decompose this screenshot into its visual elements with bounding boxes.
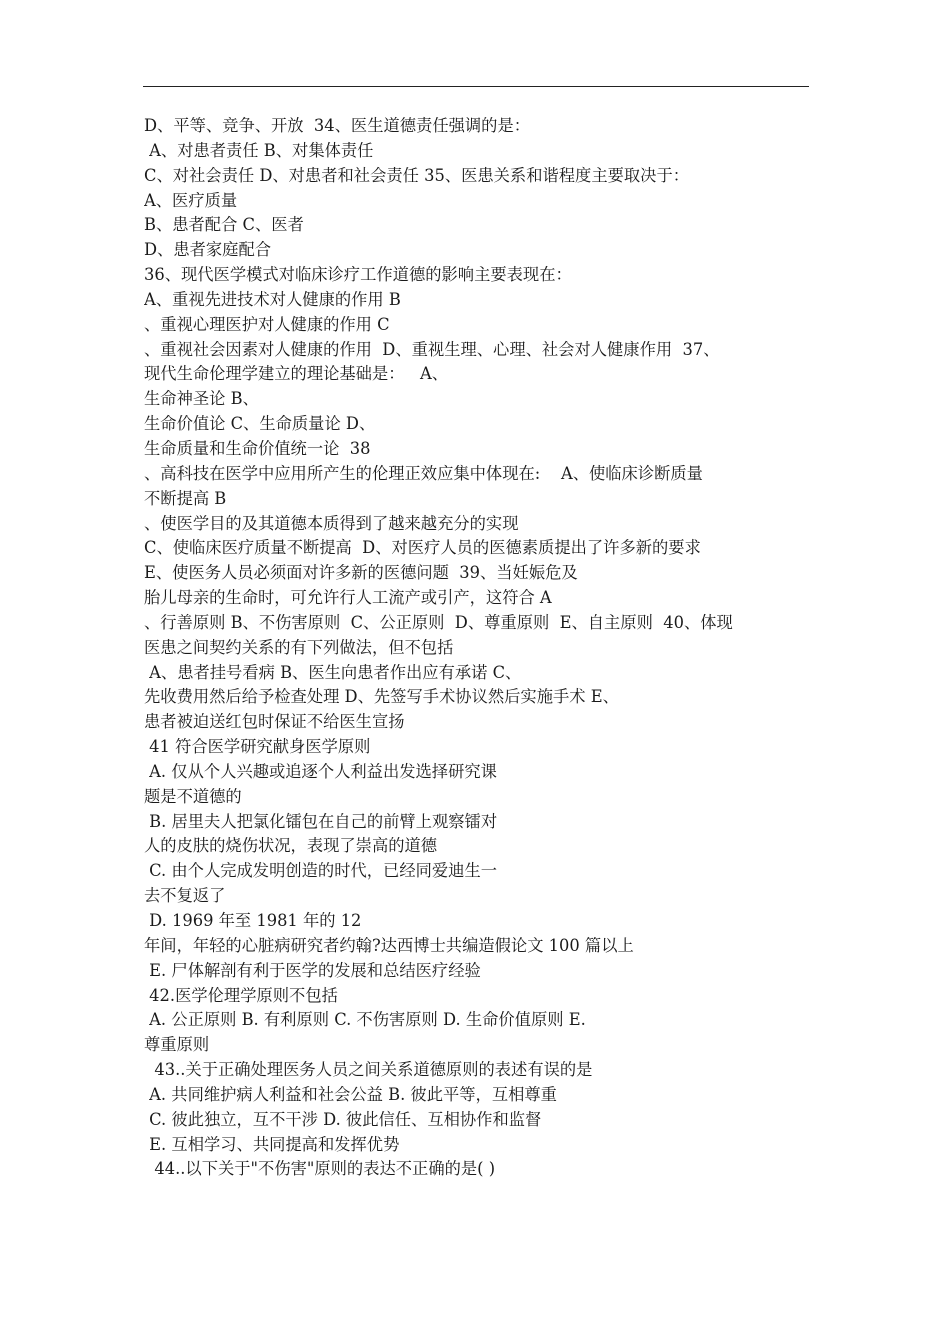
text-line: 人的皮肤的烧伤状况，表现了崇高的道德 [144, 836, 438, 856]
text-line: 43..关于正确处理医务人员之间关系道德原则的表述有误的是 [144, 1060, 593, 1080]
document-body [144, 114, 810, 1182]
text-line: C、使临床医疗质量不断提高 D、对医疗人员的医德素质提出了许多新的要求 [144, 538, 701, 558]
text-line: 患者被迫送红包时保证不给医生宣扬 [144, 712, 405, 732]
text-line: 41 符合医学研究献身医学原则 [144, 737, 371, 757]
text-line: 现代生命伦理学建立的理论基础是： A、 [144, 364, 449, 384]
text-line: 年间，年轻的心脏病研究者约翰?达西博士共编造假论文 100 篇以上 [144, 935, 634, 955]
text-line: D、患者家庭配合 [144, 240, 272, 260]
text-line: 生命质量和生命价值统一论 38 [144, 438, 371, 458]
text-line: B、患者配合 C、医者 [144, 215, 304, 235]
text-line: E. 尸体解剖有利于医学的发展和总结医疗经验 [144, 960, 481, 980]
text-line: 36、现代医学模式对临床诊疗工作道德的影响主要表现在： [144, 265, 572, 285]
text-line: 先收费用然后给予检查处理 D、先签写手术协议然后实施手术 E、 [144, 687, 619, 707]
text-line: D、平等、竞争、开放 34、医生道德责任强调的是： [144, 116, 531, 135]
text-line: 胎儿母亲的生命时，可允许行人工流产或引产，这符合 A [144, 588, 552, 608]
text-line: 题是不道德的 [144, 786, 242, 806]
text-line: A. 仅从个人兴趣或追逐个人利益出发选择研究课 [144, 761, 497, 781]
text-line: 、高科技在医学中应用所产生的伦理正效应集中体现在: A、使临床诊断质量 [144, 463, 703, 483]
text-line: 医患之间契约关系的有下列做法，但不包括 [144, 637, 454, 657]
text-line: 尊重原则 [144, 1035, 210, 1055]
text-line: D. 1969 年至 1981 年的 12 [144, 911, 362, 930]
text-line: C、对社会责任 D、对患者和社会责任 35、医患关系和谐程度主要取决于： [144, 165, 690, 185]
text-line: C. 彼此独立，互不干涉 D. 彼此信任、互相协作和监督 [144, 1109, 542, 1129]
text-line: 44..以下关于"不伤害"原则的表达不正确的是( ) [144, 1159, 496, 1179]
text-line: 生命价值论 C、生命质量论 D、 [144, 414, 376, 434]
text-line: 去不复返了 [144, 886, 226, 906]
header-rule [143, 86, 809, 87]
text-line: A、对患者责任 B、对集体责任 [144, 140, 374, 160]
text-line: 、使医学目的及其道德本质得到了越来越充分的实现 [144, 513, 519, 533]
text-line: A. 共同维护病人利益和社会公益 B. 彼此平等，互相尊重 [144, 1084, 557, 1104]
text-line: E. 互相学习、共同提高和发挥优势 [144, 1134, 400, 1154]
text-line: 、行善原则 B、不伤害原则 C、公正原则 D、尊重原则 E、自主原则 40、体现 [144, 612, 733, 632]
text-line: 生命神圣论 B、 [144, 389, 259, 409]
text-line: C. 由个人完成发明创造的时代，已经同爱迪生一 [144, 861, 498, 881]
text-line: 不断提高 B [144, 488, 227, 508]
text-line: A、重视先进技术对人健康的作用 B [144, 289, 401, 309]
text-line: E、使医务人员必须面对许多新的医德问题 39、当妊娠危及 [144, 563, 578, 583]
text-line: A. 公正原则 B. 有利原则 C. 不伤害原则 D. 生命价值原则 E. [144, 1010, 586, 1030]
text-line: B. 居里夫人把氯化镭包在自己的前臂上观察镭对 [144, 811, 498, 831]
text-line: 、重视心理医护对人健康的作用 C [144, 314, 390, 334]
text-line: 、重视社会因素对人健康的作用 D、重视生理、心理、社会对人健康作用 37、 [144, 339, 720, 359]
text-line: A、医疗质量 [144, 190, 238, 210]
text-line: 42.医学伦理学原则不包括 [144, 985, 338, 1005]
text-line: A、患者挂号看病 B、医生向患者作出应有承诺 C、 [144, 662, 522, 682]
